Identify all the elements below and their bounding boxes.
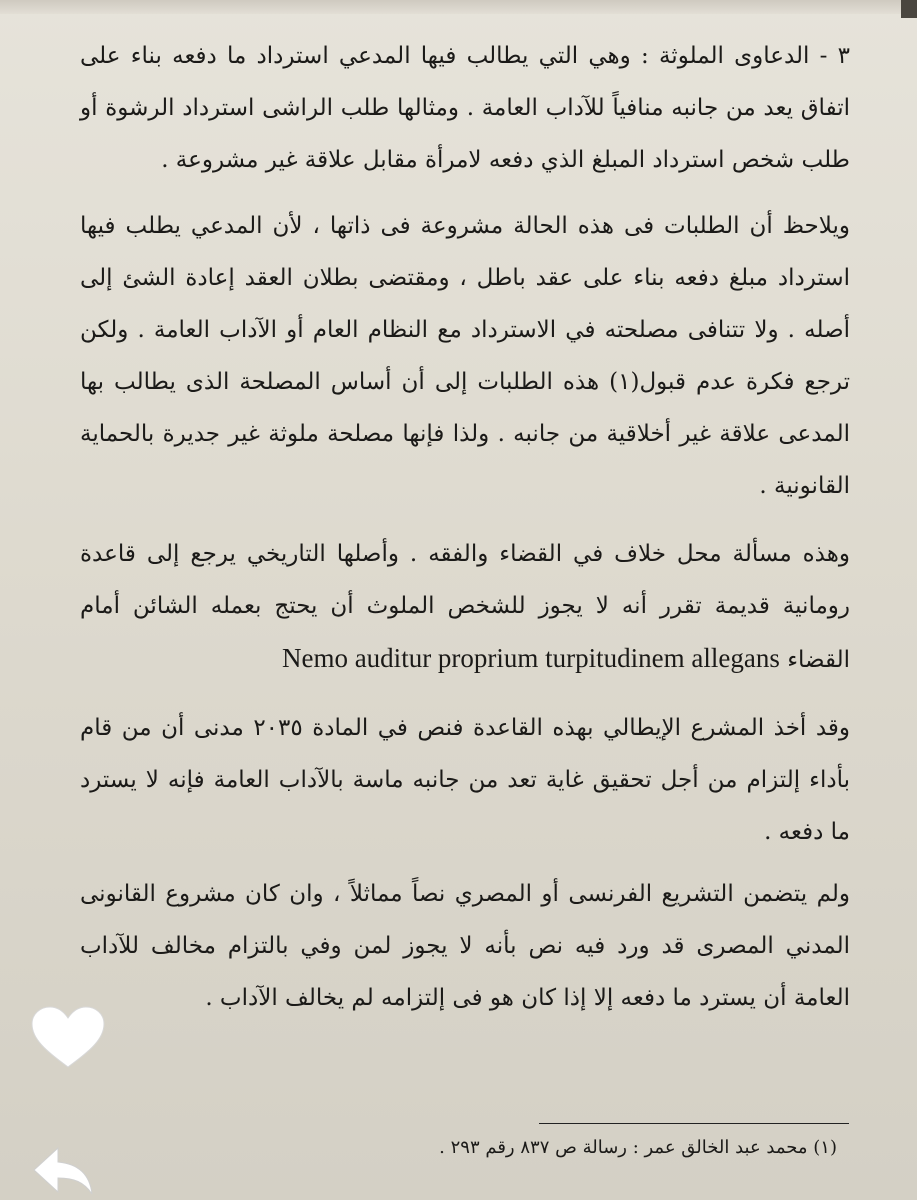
latin-maxim: Nemo auditur proprium turpitudinem allegans	[281, 643, 780, 673]
footnote: (١) محمد عبد الخالق عمر : رسالة ص ٨٣٧ رقم ٢٩٣ .	[439, 1137, 837, 1158]
paragraph-5: ولم يتضمن التشريع الفرنسى أو المصري نصاً مماثلاً ، وان كان مشروع القانونى المدني المصرى قد ورد فيه نص بأنه لا يجوز لمن وفي بالتزام مخالف للآداب العامة أن يسترد ما دفعه إلا إذا كان هو فى إلتزامه لم يخالف الآداب .	[80, 881, 850, 1011]
heart-icon[interactable]	[28, 1005, 108, 1071]
paragraph-1: ٣ - الدعاوى الملوثة : وهي التي يطالب فيها المدعي استرداد ما دفعه بناء على اتفاق يعد من جانبه منافياً للآداب العامة . ومثالها طلب الراشى استرداد الرشوة أو طلب شخص استرداد المبلغ الذي دفعه لامرأة مقابل علاقة غير مشروعة .	[80, 43, 850, 173]
back-arrow-icon[interactable]	[28, 1140, 98, 1200]
page-corner-shadow	[901, 0, 917, 18]
page-body	[80, 30, 850, 1040]
paragraph-2: ويلاحظ أن الطلبات فى هذه الحالة مشروعة فى ذاتها ، لأن المدعي يطلب فيها استرداد مبلغ دفعه بناء على عقد باطل ، ومقتضى بطلان العقد إعادة الشئ إلى أصله . ولا تتنافى مصلحته في الاسترداد مع النظام العام أو الآداب العامة . ولكن ترجع فكرة عدم قبول(١) هذه الطلبات إلى أن أساس المصلحة الذى يطالب بها المدعى علاقة غير أخلاقية من جانبه . ولذا فإنها مصلحة ملوثة غير جديرة بالحماية القانونية .	[80, 213, 850, 499]
page-top-edge	[0, 0, 917, 14]
paragraph-3-text: وهذه مسألة محل خلاف في القضاء والفقه . وأصلها التاريخي يرجع إلى قاعدة رومانية قديمة تقرر أنه لا يجوز للشخص الملوث أن يحتج بعمله الشائن أمام القضاء	[80, 541, 850, 673]
footnote-divider	[539, 1123, 849, 1124]
paragraph-4: وقد أخذ المشرع الإيطالي بهذه القاعدة فنص في المادة ٢٠٣٥ مدنى أن من قام بأداء إلتزام من أجل تحقيق غاية تعد من جانبه ماسة بالآداب العامة فإنه لا يسترد ما دفعه .	[80, 715, 850, 845]
paragraph-3	[80, 528, 850, 686]
